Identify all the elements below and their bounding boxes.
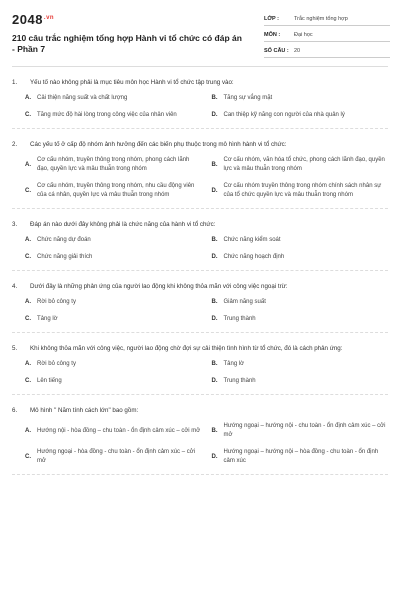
option-text: Cơ cấu nhóm, truyền thông trong nhóm, phong cách lãnh đạo, quyền lực và mâu thuẫn trong nhóm [37, 157, 190, 172]
option-letter: B. [211, 161, 218, 168]
question-text: Các yếu tố ở cấp độ nhóm ảnh hưởng đến các biến phụ thuộc trong mô hình hành vi tổ chức: [30, 141, 287, 148]
question-item [12, 220, 388, 271]
answer-option[interactable] [212, 377, 389, 386]
question-text: Yếu tố nào không phải là mục tiêu môn học Hành vi tổ chức tập trung vào: [30, 79, 234, 86]
question-text-row [12, 344, 388, 353]
question-number: 5. [12, 345, 18, 352]
answer-option[interactable] [25, 111, 202, 120]
question-text: Dưới đây là những phản ứng của người lao động khi không thỏa mãn với công việc ngoại trừ: [30, 283, 288, 290]
option-letter: C. [25, 316, 31, 322]
meta-value: 20 [294, 47, 301, 54]
meta-row-subject [264, 28, 390, 42]
option-text: Chức năng kiểm soát [223, 237, 281, 243]
option-text: Cơ cấu nhóm, truyền thông trong nhóm, nhu cầu động viên của cá nhân, quyền lực và mâu thuẫn trong nhóm [37, 183, 195, 198]
document-header [12, 12, 388, 68]
question-text-row [12, 140, 388, 149]
option-text: Lên tiếng [37, 378, 62, 384]
option-text: Tảng lờ [37, 316, 58, 322]
option-letter: B. [211, 427, 218, 434]
option-letter: D. [211, 187, 218, 194]
logo-suffix-text: .vn [43, 14, 55, 21]
option-letter: A. [25, 361, 31, 367]
answer-option[interactable] [25, 298, 202, 307]
option-letter: C. [25, 112, 31, 118]
question-number: 1. [12, 79, 18, 86]
answer-option[interactable] [25, 156, 202, 174]
option-letter: A. [25, 237, 31, 243]
answer-option[interactable] [212, 236, 389, 245]
meta-value: Trắc nghiệm tổng hợp [294, 15, 348, 22]
option-letter: D. [211, 112, 218, 118]
answer-options [12, 94, 388, 120]
option-letter: C. [25, 254, 31, 260]
question-text-row [12, 220, 388, 229]
option-text: Hướng ngoại – hướng nội - chu toàn - ổn định cảm xúc – cởi mở [223, 423, 386, 438]
answer-option[interactable] [212, 448, 389, 466]
option-text: Chức năng hoạch định [223, 254, 285, 260]
meta-label: MÔN : [264, 31, 281, 38]
question-item [12, 344, 388, 395]
answer-option[interactable] [25, 94, 202, 103]
answer-option[interactable] [212, 360, 389, 369]
option-letter: C. [25, 378, 31, 384]
option-letter: B. [211, 361, 218, 367]
option-text: Trung thành [223, 378, 256, 384]
question-text: Mô hình " Năm tính cách lớn" bao gồm: [30, 407, 139, 414]
option-letter: B. [211, 237, 218, 243]
option-text: Cơ cấu nhóm truyền thông trong nhóm chính sách nhân sự của tổ chức quyền lực và mâu thuẫn trong nhóm [223, 183, 382, 198]
meta-row-class [264, 12, 390, 26]
answer-option[interactable] [25, 448, 202, 466]
option-text: Rời bỏ công ty [37, 361, 76, 367]
answer-options [12, 360, 388, 386]
option-letter: A. [25, 299, 31, 305]
meta-value: Đại học [294, 31, 313, 38]
option-letter: C. [25, 453, 31, 460]
question-text: Đáp án nào dưới đây không phải là chức năng của hành vi tổ chức: [30, 221, 216, 228]
option-text: Trung thành [223, 316, 256, 322]
option-text: Rời bỏ công ty [37, 299, 76, 305]
answer-options [12, 156, 388, 200]
answer-option[interactable] [212, 111, 389, 120]
question-item [12, 78, 388, 129]
meta-label: LỚP : [264, 15, 279, 22]
option-text: Chức năng dự đoán [37, 237, 91, 243]
option-letter: C. [25, 187, 31, 194]
question-item [12, 140, 388, 209]
question-list [12, 78, 388, 486]
option-letter: B. [211, 95, 218, 101]
option-text: Cơ cấu nhóm, văn hóa tổ chức, phong cách lãnh đạo, quyền lực và mâu thuẫn trong nhóm [223, 157, 385, 172]
option-letter: D. [211, 316, 218, 322]
logo-main-text: 2048 [12, 12, 43, 27]
option-text: Giảm năng suất [223, 299, 266, 305]
question-text-row [12, 78, 388, 87]
answer-option[interactable] [25, 236, 202, 245]
question-item [12, 282, 388, 333]
document-meta [264, 12, 390, 60]
question-number: 4. [12, 283, 18, 290]
option-letter: B. [211, 299, 218, 305]
option-text: Hướng ngoại - hòa đồng - chu toàn - ổn định cảm xúc – cởi mở [37, 449, 195, 464]
question-text: Khi không thỏa mãn với công việc, người lao động chờ đợi sự cải thiện tình hình từ tổ chức, đó là cách phản ứng: [30, 345, 343, 352]
option-text: Cải thiện năng suất và chất lượng [37, 95, 128, 101]
question-number: 2. [12, 141, 18, 148]
option-text: Tảng lờ [223, 361, 245, 367]
answer-option[interactable] [212, 94, 389, 103]
question-text-row [12, 406, 388, 415]
question-text-row [12, 282, 388, 291]
answer-option[interactable] [212, 182, 389, 200]
answer-option[interactable] [25, 377, 202, 386]
document-title: 210 câu trắc nghiệm tổng hợp Hành vi tổ chức có đáp án - Phần 7 [12, 33, 242, 54]
option-letter: D. [211, 453, 218, 460]
option-letter: D. [211, 254, 218, 260]
meta-label: SỐ CÂU : [264, 47, 289, 54]
option-text: Can thiệp kỹ năng con người của nhà quản lý [223, 112, 345, 118]
option-letter: A. [25, 427, 31, 434]
option-text: Hướng ngoại – hướng nội – hòa đồng - chu toàn - ổn định cảm xúc [223, 449, 379, 464]
meta-row-count [264, 44, 390, 58]
option-text: Chức năng giải thích [37, 254, 93, 260]
answer-option[interactable] [25, 422, 202, 440]
answer-option[interactable] [25, 253, 202, 262]
option-text: Tăng mức độ hài lòng trong công việc của nhân viên [37, 112, 177, 118]
option-letter: A. [25, 95, 31, 101]
answer-option[interactable] [212, 298, 389, 307]
answer-options [12, 236, 388, 262]
answer-options [12, 422, 388, 466]
answer-option[interactable] [212, 315, 389, 324]
option-text: Tăng sự vắng mặt [223, 95, 273, 101]
answer-option[interactable] [25, 182, 202, 200]
answer-options [12, 298, 388, 324]
answer-option[interactable] [25, 360, 202, 369]
answer-option[interactable] [212, 156, 389, 174]
question-number: 3. [12, 221, 18, 228]
question-item [12, 406, 388, 475]
option-letter: D. [211, 378, 218, 384]
header-divider [12, 66, 388, 67]
option-text: Hướng nội - hòa đồng – chu toàn - ổn định cảm xúc – cởi mở [37, 427, 201, 434]
answer-option[interactable] [212, 422, 389, 440]
option-letter: A. [25, 161, 31, 168]
answer-option[interactable] [212, 253, 389, 262]
question-number: 6. [12, 407, 18, 414]
answer-option[interactable] [25, 315, 202, 324]
site-logo[interactable] [12, 12, 54, 27]
